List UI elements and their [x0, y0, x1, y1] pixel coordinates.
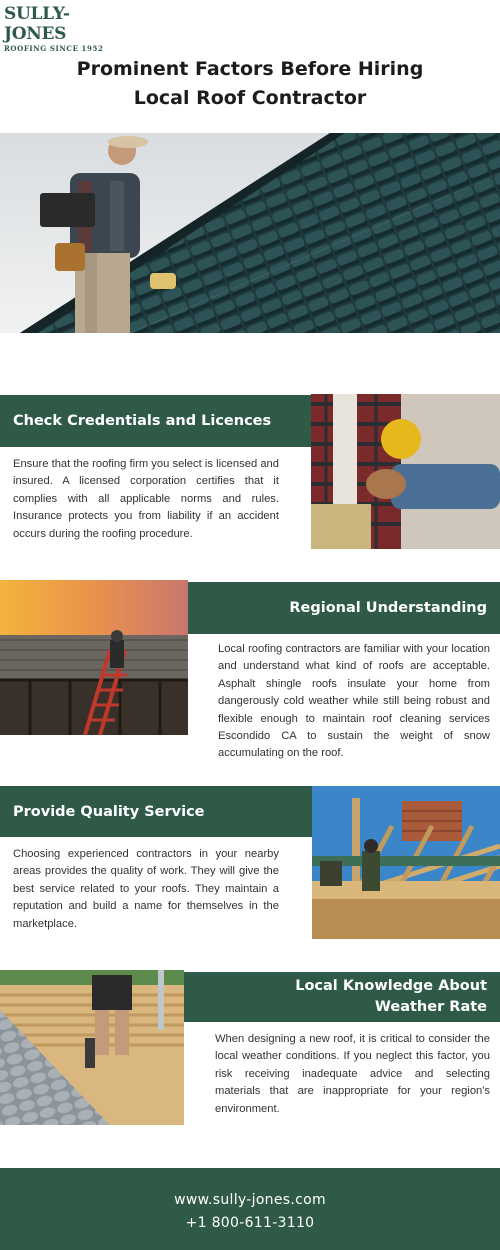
footer-website-link[interactable]: www.sully-jones.com: [174, 1192, 326, 1208]
footer-contact: [0, 1168, 500, 1250]
brand-logo: [4, 4, 128, 53]
section-1-body: Ensure that the roofing firm you select is licensed and insured. A licensed corporation certifies that it complies with all applicable norms and rules. Insurance protects you from liability if an accident occurs during the roofing procedure.: [13, 458, 279, 540]
brand-name: SULLY-JONES: [4, 4, 70, 44]
section-4-heading-line-1: Local Knowledge About: [295, 978, 487, 994]
section-4-heading-band: [184, 972, 500, 1022]
page-title-line-2: Local Roof Contractor: [133, 87, 367, 109]
brand-tagline: ROOFING SINCE 1952: [4, 44, 104, 53]
page-title-line-1: Prominent Factors Before Hiring: [76, 58, 424, 80]
section-1-heading: Check Credentials and Licences: [13, 413, 272, 429]
sunset-roofer-image: [0, 580, 188, 735]
section-3-heading: Provide Quality Service: [13, 803, 205, 820]
section-3-heading-band: [0, 786, 312, 837]
roof-tiling-image: [0, 970, 184, 1125]
section-1-heading-band: [0, 395, 311, 447]
footer-phone[interactable]: +1 800-611-3110: [185, 1215, 315, 1231]
page-title: [30, 55, 470, 113]
section-4-body: When designing a new roof, it is critical to consider the local weather conditions. If you neglect this factor, you risk receiving inadequate advice and selecting materials that are inappropriate for your region's environment.: [215, 1033, 490, 1115]
section-2-heading-band: [188, 582, 500, 634]
hero-roofer-image: [0, 133, 500, 333]
section-2-heading: Regional Understanding: [289, 600, 487, 616]
handshake-image: [311, 394, 500, 549]
roof-framing-image: [312, 786, 500, 939]
section-2-body: Local roofing contractors are familiar with your location and understand what kind of roofs are acceptable. Asphalt shingle roofs insulate your home from dangerously cold weather while still being robust and flexible enough to maintain roof cleaning services Escondido CA to sustain the weight of snow accumulating on the roof.: [218, 643, 490, 760]
section-3-body: Choosing experienced contractors in your nearby areas provides the quality of work. They will give the best service related to your roofs. They maintain a reputation and build a name for themselves in the marketplace.: [13, 848, 279, 930]
section-4-heading-line-2: Weather Rate: [374, 999, 487, 1015]
